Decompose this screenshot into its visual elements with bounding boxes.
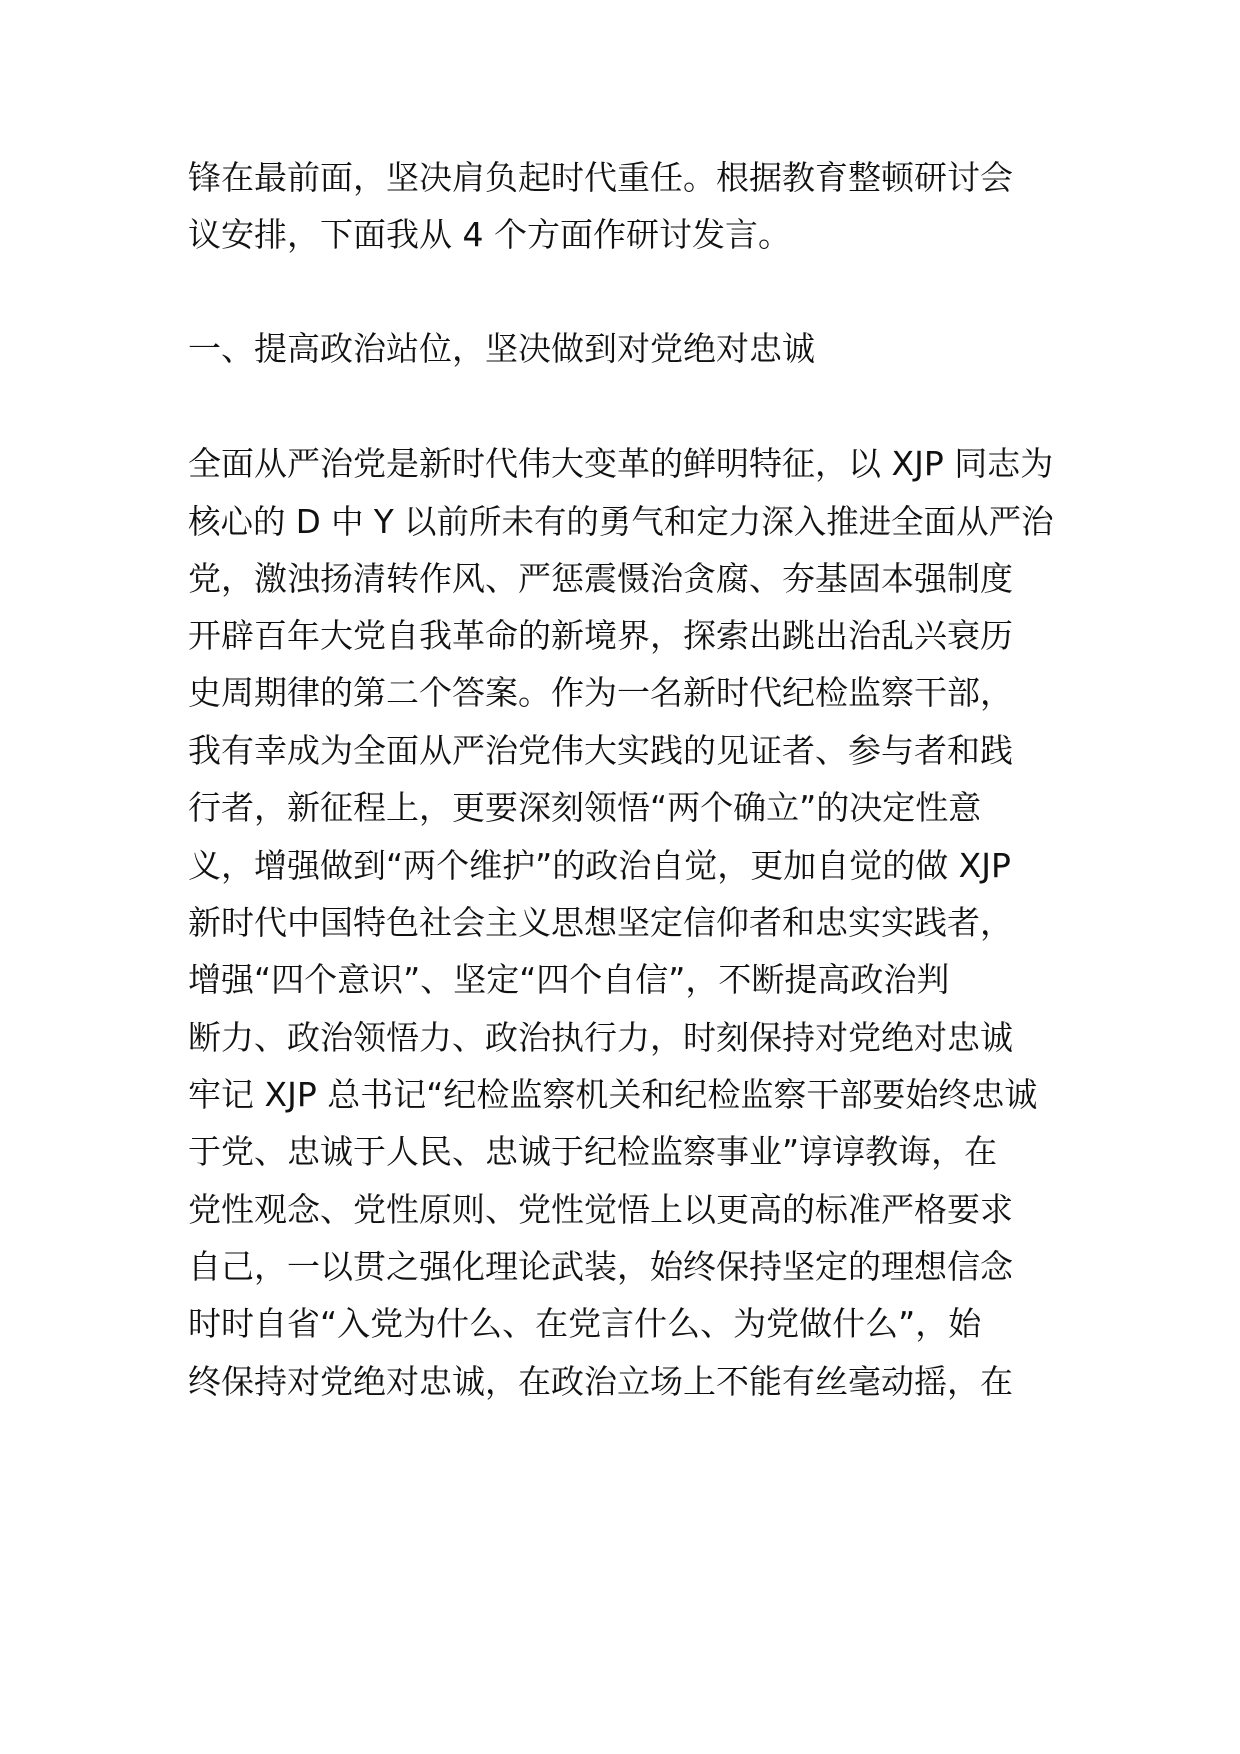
body-line-9: 新时代中国特色社会主义思想坚定信仰者和忠实实践者，	[188, 903, 1013, 942]
section-heading: 一、提高政治站位，坚决做到对党绝对忠诚	[188, 329, 815, 368]
intro-line-1: 锋在最前面，坚决肩负起时代重任。根据教育整顿研讨会	[188, 158, 1013, 197]
body-line-6: 我有幸成为全面从严治党伟大实践的见证者、参与者和践	[188, 731, 1013, 770]
body-line-5: 史周期律的第二个答案。作为一名新时代纪检监察干部，	[188, 673, 1013, 712]
body-line-4: 开辟百年大党自我革命的新境界，探索出跳出治乱兴衰历	[188, 616, 1013, 655]
body-line-11: 断力、政治领悟力、政治执行力，时刻保持对党绝对忠诚	[188, 1018, 1013, 1057]
body-line-17: 终保持对党绝对忠诚，在政治立场上不能有丝毫动摇，在	[188, 1362, 1013, 1401]
body-line-12: 牢记 XJP 总书记“纪检监察机关和纪检监察干部要始终忠诚	[188, 1075, 1038, 1114]
body-line-14: 党性观念、党性原则、党性觉悟上以更高的标准严格要求	[188, 1190, 1013, 1229]
body-line-10: 增强“四个意识”、坚定“四个自信”，不断提高政治判	[188, 960, 950, 999]
body-line-15: 自己，一以贯之强化理论武装，始终保持坚定的理想信念	[188, 1247, 1013, 1286]
body-line-3: 党，激浊扬清转作风、严惩震慑治贪腐、夯基固本强制度	[188, 559, 1013, 598]
body-line-13: 于党、忠诚于人民、忠诚于纪检监察事业”谆谆教诲，在	[188, 1132, 998, 1171]
body-line-7: 行者，新征程上，更要深刻领悟“两个确立”的决定性意	[188, 788, 982, 827]
body-line-2: 核心的 D 中 Y 以前所未有的勇气和定力深入推进全面从严治	[188, 502, 1054, 541]
body-line-8: 义，增强做到“两个维护”的政治自觉，更加自觉的做 XJP	[188, 846, 1011, 885]
body-line-1: 全面从严治党是新时代伟大变革的鲜明特征，以 XJP 同志为	[188, 444, 1054, 483]
body-line-16: 时时自省“入党为什么、在党言什么、为党做什么”，始	[188, 1304, 982, 1343]
intro-line-2: 议安排，下面我从 4 个方面作研讨发言。	[188, 215, 791, 254]
